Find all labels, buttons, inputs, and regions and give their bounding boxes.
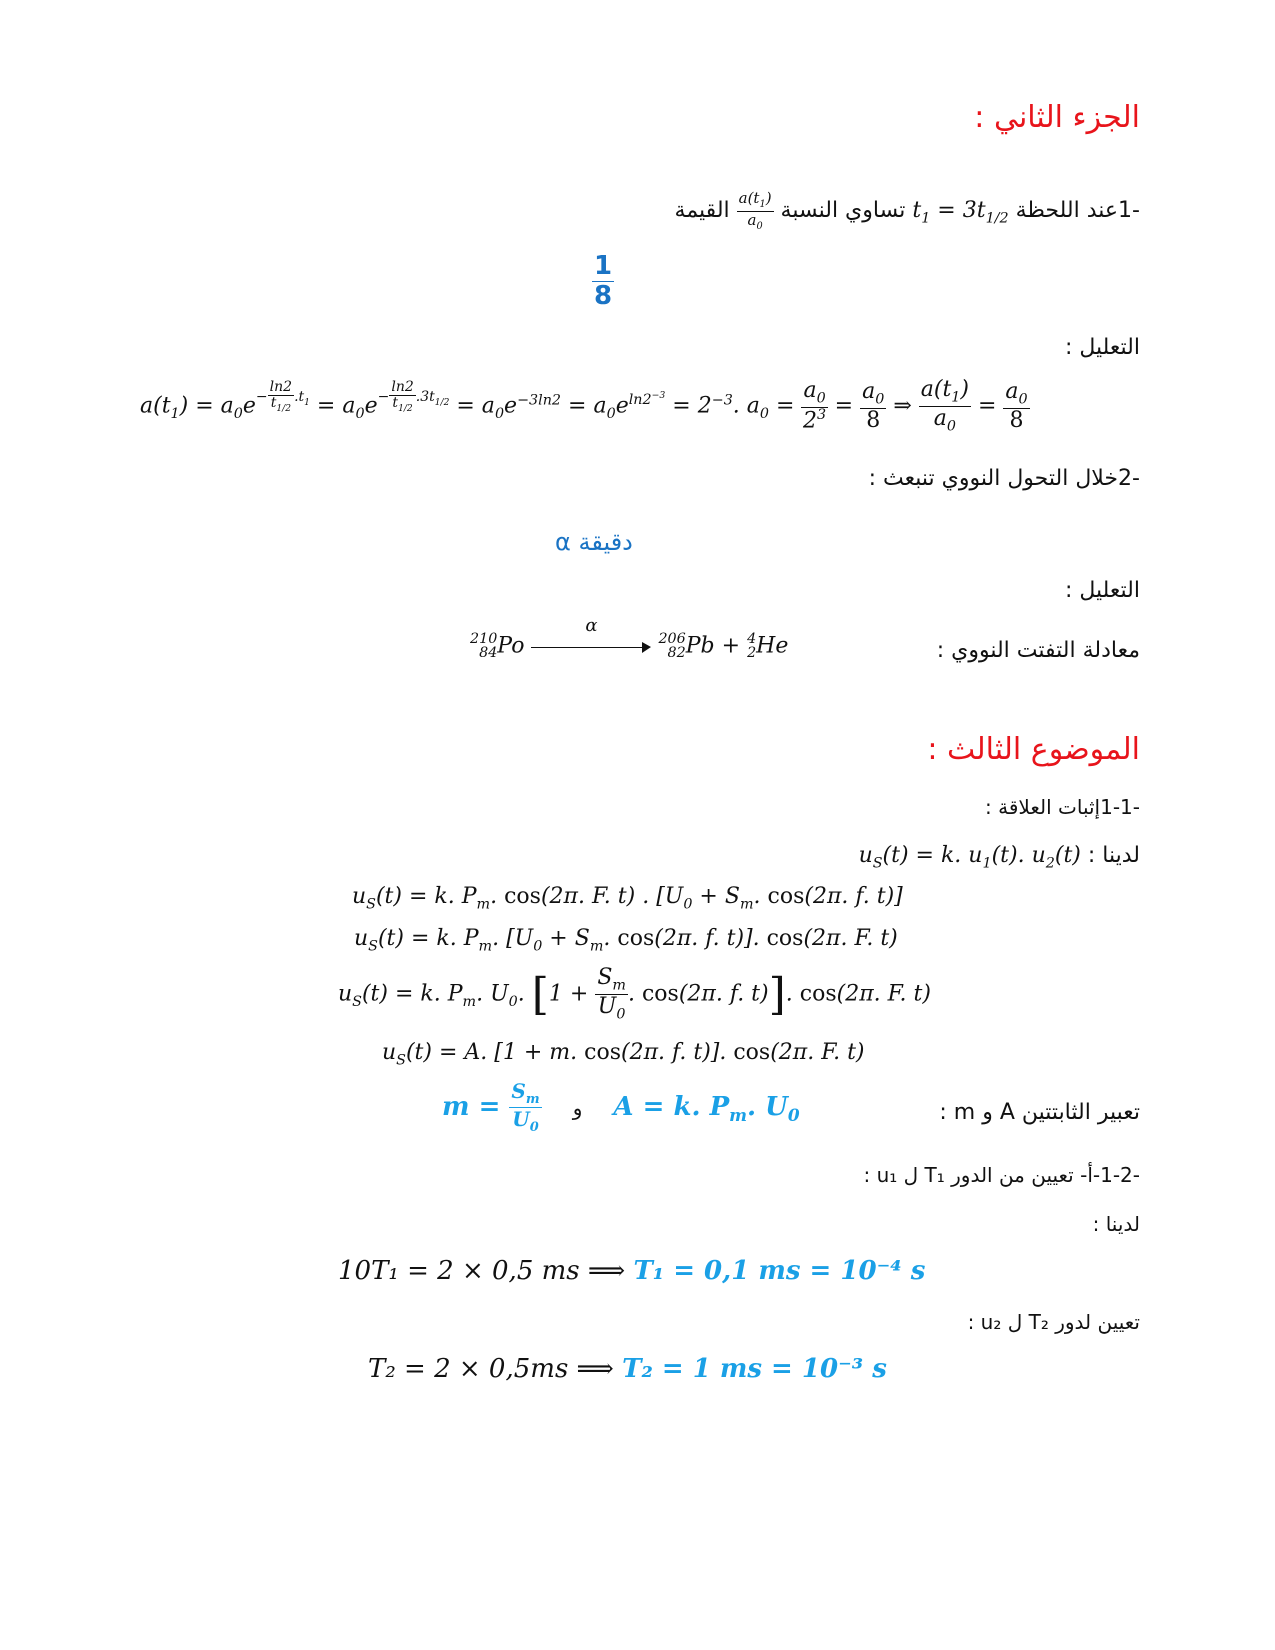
t2-label: تعيين لدور T₂ ل u₂ :	[967, 1310, 1140, 1334]
q1-time-expr: $t_1 = 3t_{1/2}$	[912, 198, 1009, 227]
decay-arrow	[531, 647, 643, 649]
decay-equation-label: معادلة التفتت النووي :	[936, 638, 1140, 663]
activity-derivation: $a(t_1) = a_0e^{- \frac{\ln 2}{t_{1/2}} .t_1} = a_0e^{- \frac{\ln 2}{t_{1/2}} .3t_{1/2}} = a_0e^{-3ln2} = a_0e^{ln2^{-3}} = 2^{-3}$. $a_0$ = $\frac{a_0}{2^3}$ = $\frac{a_0}{8}$ ⇒ $\frac{a(t_1)}{a_0}$ = $\frac{a_0}{8}$	[140, 377, 1028, 435]
and-word: و	[572, 1095, 583, 1120]
section-1-1: -1-1إثبات العلاقة :	[985, 795, 1140, 819]
t2-equation	[368, 1354, 887, 1384]
we-have-label-2: لدينا :	[1092, 1212, 1140, 1236]
part3-heading: الموضوع الثالث :	[927, 732, 1140, 767]
us-product: $u_S(t) = k$. $u_1(t)$. $u_2(t)$	[858, 843, 1081, 872]
t1-equation	[338, 1256, 925, 1286]
t1-eq-left: 10T₁ = 2 × 0,5 ms ⟹	[338, 1256, 626, 1286]
t2-eq-left: T₂ = 2 × 0,5ms ⟹	[368, 1354, 614, 1384]
part2-heading: الجزء الثاني :	[974, 100, 1140, 135]
decay-arrow-label: α	[585, 614, 598, 636]
q1-ratio-fraction: $\frac{a(t_1)}{a_0}$	[738, 189, 772, 232]
question-2: -2خلال التحول النووي تنبعث :	[868, 466, 1140, 491]
we-have-label: لدينا :	[1087, 843, 1140, 868]
q1-answer-denominator: 8	[594, 280, 613, 311]
constants-answer: m = $\frac{S_m}{U_0}$ و A = k. $P_m$. $U_0$	[442, 1079, 800, 1136]
q2-answer: دقيقة α	[555, 528, 633, 556]
us-step-1: $u_S(t) = k$. $P_m$. cos(2π. F. t) . [$U_0 + S_m$. cos(2π. f. t)]	[352, 884, 903, 913]
q1-text-c: القيمة	[674, 198, 730, 224]
us-step-3: $u_S(t) = k$. $P_m$. $U_0$. [1 + $\frac{S_m}{U_0}$ . cos(2π. f. t)]. cos(2π. F. t)	[338, 965, 931, 1023]
section-1-2-a: -1-2-أ- تعيين من الدور T₁ ل u₁ :	[863, 1163, 1140, 1187]
question-1	[675, 190, 1140, 232]
justification-label-1: التعليل :	[1064, 335, 1140, 360]
us-step-2: $u_S(t) = k$. $P_m$. [$U_0 + S_m$. cos(2π. f. t)]. cos(2π. F. t)	[354, 926, 898, 955]
decay-equation: 210 84 Po α 206 82 Pb + 4 2 He	[470, 614, 789, 662]
q1-answer-numerator: 1	[594, 251, 613, 281]
q1-text-a: -1عند اللحظة	[1015, 198, 1140, 224]
justification-label-2: التعليل :	[1064, 578, 1140, 603]
t1-eq-right: T₁ = 0,1 ms = 10⁻⁴ s	[633, 1256, 926, 1286]
t2-eq-right: T₂ = 1 ms = 10⁻³ s	[622, 1354, 887, 1384]
we-have-line	[859, 843, 1140, 871]
constants-label: تعبير الثابتتين A و m :	[939, 1100, 1140, 1125]
q1-answer	[592, 252, 614, 310]
q1-text-b: تساوي النسبة	[780, 198, 906, 224]
us-final: $u_S(t) = A$. [1 + m. cos(2π. f. t)]. cos(2π. F. t)	[382, 1040, 865, 1069]
